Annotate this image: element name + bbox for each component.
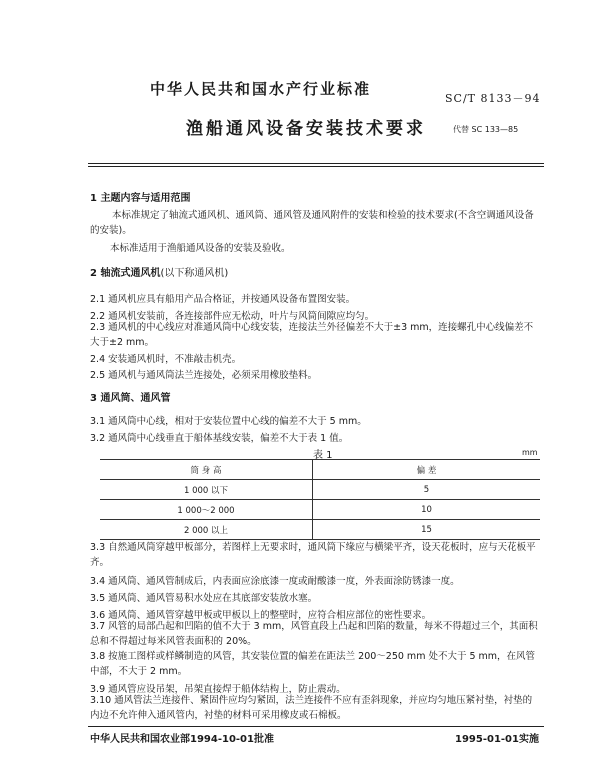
clause-3-3: 3.3 自然通风筒穿越甲板部分，若图样上无要求时，通风筒下缘应与横梁平齐，设天花板时，应与天花板平齐。: [90, 542, 536, 568]
clause-2-2: 2.2 通风机安装前，各连接部件应无松动，叶片与风筒间隙应均匀。: [90, 311, 375, 322]
section-2-heading-note: (以下称通风机): [160, 268, 229, 279]
table-1-unit: mm: [522, 448, 538, 457]
deviation-table: [100, 459, 540, 540]
effective-date: 1995-01-01实施: [455, 734, 539, 745]
clause-2-3: 2.3 通风机的中心线应对准通风筒中心线安装，连接法兰外径偏差不大于±3 mm，连接螺孔中心线偏差不大于±2 mm。: [90, 322, 534, 348]
clause-3-4: 3.4 通风筒、通风管制成后，内表面应涂底漆一度或耐酸漆一度，外表面涂防锈漆一度。: [90, 576, 460, 587]
table-header-height: 筒 身 高: [100, 460, 313, 480]
approval-note: 中华人民共和国农业部1994-10-01批准: [90, 734, 274, 745]
section-2-heading: [90, 264, 228, 279]
table-row: [100, 480, 540, 500]
section-3-heading: 3 通风筒、通风管: [90, 393, 171, 404]
clause-3-6: 3.6 通风筒、通风管穿越甲板或甲板以上的整壁时，应符合相应部位的密性要求。: [90, 610, 432, 621]
clause-3-9: 3.9 通风管应设吊架，吊架直接焊于船体结构上，防止震动。: [90, 684, 346, 695]
table-header-row: [100, 460, 540, 480]
clause-3-2: 3.2 通风筒中心线垂直于船体基线安装，偏差不大于表 1 值。: [90, 433, 349, 444]
table-cell: 10: [313, 500, 541, 520]
footer-rule: [88, 726, 544, 727]
section-1-paragraph-2: 本标准适用于渔船通风设备的安装及验收。: [110, 243, 291, 254]
table-cell: 15: [313, 520, 541, 540]
clause-2-5: 2.5 通风机与通风筒法兰连接处，必须采用橡胶垫料。: [90, 370, 318, 381]
table-row: [100, 520, 540, 540]
clause-3-8: 3.8 按施工图样或样鳞制造的风管，其安装位置的偏差在距法兰 200～250 mm 处不大于 5 mm，在风管中部，不大于 2 mm。: [90, 651, 536, 677]
table-row: [100, 500, 540, 520]
replaces-note: 代替 SC 133—85: [453, 125, 519, 134]
header-rule-double: [88, 166, 544, 167]
standard-category: 中华人民共和国水产行业标准: [150, 80, 372, 98]
clause-3-10: 3.10 通风管法兰连接件、紧固件应均匀紧固，法兰连接件不应有歪斜现象，并应均匀地压紧衬垫，衬垫的内边不允许伸入通风管内，衬垫的材料可采用橡皮或石棉板。: [90, 695, 533, 721]
table-cell: 1 000～2 000: [100, 500, 313, 520]
table-header-deviation: 偏 差: [313, 460, 541, 480]
table-cell: 2 000 以上: [100, 520, 313, 540]
clause-2-1: 2.1 通风机应具有船用产品合格证，并按通风设备布置图安装。: [90, 294, 356, 305]
clause-3-7: 3.7 风管的局部凸起和凹陷的值不大于 3 mm，风管直段上凸起和凹陷的数量，每米不得超过三个，其面积总和不得超过每米风管表面积的 20%。: [90, 621, 538, 647]
clause-3-1: 3.1 通风筒中心线，相对于安装位置中心线的偏差不大于 5 mm。: [90, 416, 367, 427]
document-title: 渔船通风设备安装技术要求: [186, 119, 426, 139]
section-1-heading: 1 主题内容与适用范围: [90, 193, 191, 204]
table-cell: 1 000 以下: [100, 480, 313, 500]
table-1-title: 表 1: [313, 450, 333, 461]
header-rule: [88, 163, 544, 164]
clause-3-5: 3.5 通风筒、通风管易积水处应在其底部安装放水塞。: [90, 593, 318, 604]
section-1-paragraph-1: 本标准规定了轴流式通风机、通风筒、通风管及通风附件的安装和检验的技术要求(不含空调通风设备的安装)。: [90, 210, 534, 236]
table-cell: 5: [313, 480, 541, 500]
section-2-heading-text: 2 轴流式通风机: [90, 268, 161, 279]
standard-code: SC/T 8133－94: [445, 92, 541, 105]
clause-2-4: 2.4 安装通风机时，不准敲击机壳。: [90, 354, 242, 365]
